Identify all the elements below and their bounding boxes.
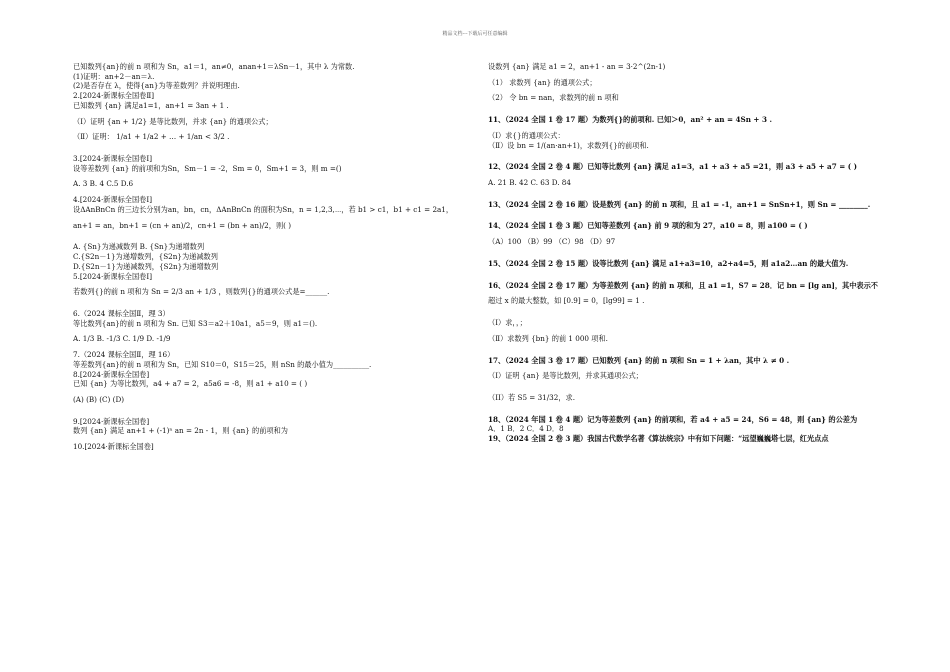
line-spacer <box>488 209 888 221</box>
right-line: （I）证明 {an} 是等比数列，并求其通项公式； <box>488 371 643 381</box>
right-line: 11、（2024 全国 1 卷 17 题）为数列{}的前项和. 已知＞0，an² + an = 4Sn + 3 . <box>488 115 772 125</box>
right-line: （2） 令 bn = nan，求数列的前 n 项和 <box>488 93 619 103</box>
line-spacer <box>73 230 468 242</box>
right-line: 16、（2024 全国 2 卷 17 题）为等差数列 {an} 的前 n 项和，且 a1 =1，S7 = 28．记 bn = [lg an]，其中表示不 <box>488 280 878 290</box>
right-line: 17、（2024 全国 3 卷 17 题）已知数列 {an} 的前 n 项和 Sn = 1 + λan，其中 λ ≠ 0 . <box>488 355 790 365</box>
left-line: an+1 = an，bn+1 = (cn + an)/2，cn+1 = (bn + an)/2，则( ) <box>73 220 292 230</box>
left-line: 3.[2024·新课标全国卷Ⅰ] <box>73 154 153 164</box>
left-line: 8.[2024·新课标全国卷] <box>73 369 150 379</box>
left-line: 6.（2024 课标全国Ⅱ，理 3） <box>73 308 170 318</box>
left-line: D.{S2n－1}为递减数列，{S2n}为递增数列 <box>73 261 219 271</box>
left-line: 7.（2024 课标全国Ⅱ，理 16） <box>73 350 175 360</box>
left-line: 若数列{}的前 n 项和为 Sn = 2/3 an + 1/3 ，则数列{}的通项公式是=______. <box>73 287 330 297</box>
left-line: A. 1/3 B. -1/3 C. 1/9 D. -1/9 <box>73 334 171 344</box>
right-line: 15、（2024 全国 2 卷 15 题）设等比数列 {an} 满足 a1+a3=10，a2+a4=5，则 a1a2…an 的最大值为. <box>488 258 849 268</box>
line-spacer <box>488 188 888 200</box>
left-line: A. {Sn}为递减数列 B. {Sn}为递增数列 <box>73 242 205 252</box>
right-line: 12、（2024 全国 2 卷 4 题）已知等比数列 {an} 满足 a1=3，a1 + a3 + a5 =21，则 a3 + a5 + a7 = ( ) <box>488 162 858 172</box>
line-spacer <box>488 381 888 393</box>
left-line: 等比数列{an}的前 n 项和为 Sn. 已知 S3＝a2＋10a1，a5＝9，则 a1＝(). <box>73 318 318 328</box>
right-line: A. 21 B. 42 C. 63 D. 84 <box>488 178 571 188</box>
right-line: （Ⅰ）求{}的通项公式： <box>488 130 565 140</box>
right-line: （Ⅱ）设 bn = 1/(an·an+1)，求数列{}的前项和. <box>488 140 649 150</box>
line-spacer <box>488 247 888 259</box>
right-column <box>488 62 888 444</box>
left-column <box>73 62 468 452</box>
left-line: 设等差数列 {an} 的前项和为Sn，Sm－1 = -2，Sm = 0，Sm+1 = 3，则 m =() <box>73 163 342 173</box>
right-line: （Ⅰ）求，，； <box>488 318 527 328</box>
left-line: C.{S2n－1}为递增数列，{S2n}为递减数列 <box>73 252 218 262</box>
left-line: （Ⅰ）证明 {an + 1/2} 是等比数列，并求 {an} 的通项公式； <box>73 116 273 126</box>
line-spacer <box>488 344 888 356</box>
left-line: 数列 {an} 满足 an+1 + (-1)ⁿ an = 2n - 1，则 {an} 的前项和为 <box>73 426 288 436</box>
line-spacer <box>73 297 468 309</box>
left-line: 2.[2024·新课标全国卷Ⅱ] <box>73 91 155 101</box>
right-line: A．1 B．2 C．4 D．8 <box>488 424 564 434</box>
left-line: 设ΔAnBnCn 的三边长分别为an，bn，cn，ΔAnBnCn 的面积为Sn，n = 1,2,3,⋯，若 b1 > c1，b1 + c1 = 2a1， <box>73 204 454 214</box>
left-line: 9.[2024·新课标全国卷] <box>73 416 150 426</box>
page-header: 精品文档---下载后可任意编辑 <box>442 31 508 37</box>
left-line: （Ⅱ）证明： 1/a1 + 1/a2 + … + 1/an < 3/2 . <box>73 132 230 142</box>
right-line: 18、（2024 年国 1 卷 4 题）记为等差数列 {an} 的前项和，若 a4 + a5 = 24，S6 = 48，则 {an} 的公差为 <box>488 414 858 424</box>
left-line: A. 3 B. 4 C.5 D.6 <box>73 179 134 189</box>
right-line: 19、（2024 全国 2 卷 3 题）我国古代数学名著《算法统宗》中有如下问题：“远望巍巍塔七层，红光点点 <box>488 434 829 444</box>
right-line: （II）若 S5 = 31/32，求. <box>488 392 575 402</box>
left-line: (1)证明：an+2－an＝λ. <box>73 71 155 81</box>
right-line: （Ⅱ）求数列 {bn} 的前 1 000 项和. <box>488 333 608 343</box>
right-line: （A）100 （B）99 （C）98 （D）97 <box>488 237 616 247</box>
line-spacer <box>488 403 888 415</box>
left-line: 4.[2024·新课标全国卷Ⅰ] <box>73 195 153 205</box>
left-line: 等差数列{an}的前 n 项和为 Sn，已知 S10＝0，S15＝25，则 nSn 的最小值为__________. <box>73 359 372 369</box>
line-spacer <box>488 306 888 318</box>
right-line: 14、（2024 全国 1 卷 3 题）已知等差数列 {an} 前 9 项的和为 27，a10 = 8，则 a100 = ( ) <box>488 221 808 231</box>
right-line: 超过 x 的最大整数，如 [0.9] = 0，[lg99] = 1 . <box>488 296 645 306</box>
line-spacer <box>73 142 468 154</box>
left-line: 10.[2024·新课标全国卷] <box>73 442 154 452</box>
right-line: 13、（2024 全国 2 卷 16 题）设是数列 {an} 的前 n 项和，且 a1 = -1，an+1 = SnSn+1，则 Sn = ________. <box>488 199 871 209</box>
line-spacer <box>488 150 888 162</box>
left-line: 已知数列 {an} 满足a1=1，an+1 = 3an + 1 . <box>73 100 229 110</box>
line-spacer <box>488 269 888 281</box>
left-line: (A) (B) (C) (D) <box>73 394 125 404</box>
line-spacer <box>488 103 888 115</box>
left-line: 已知数列{an}的前 n 项和为 Sn，a1＝1，an≠0，anan+1＝λSn－1，其中 λ 为常数. <box>73 62 355 71</box>
left-line: 已知 {an} 为等比数列，a4 + a7 = 2，a5a6 = -8，则 a1 + a10 = ( ) <box>73 379 308 389</box>
right-line: （1） 求数列 {an} 的通项公式； <box>488 77 597 87</box>
left-line: (2)是否存在 λ，使得{an}为等差数列？并说明理由. <box>73 81 240 91</box>
right-line: 设数列 {an} 满足 a1 = 2，an+1 - an = 3·2^(2n-1) <box>488 62 666 71</box>
line-spacer <box>73 405 468 417</box>
left-line: 5.[2024·新课标全国卷Ⅰ] <box>73 271 153 281</box>
